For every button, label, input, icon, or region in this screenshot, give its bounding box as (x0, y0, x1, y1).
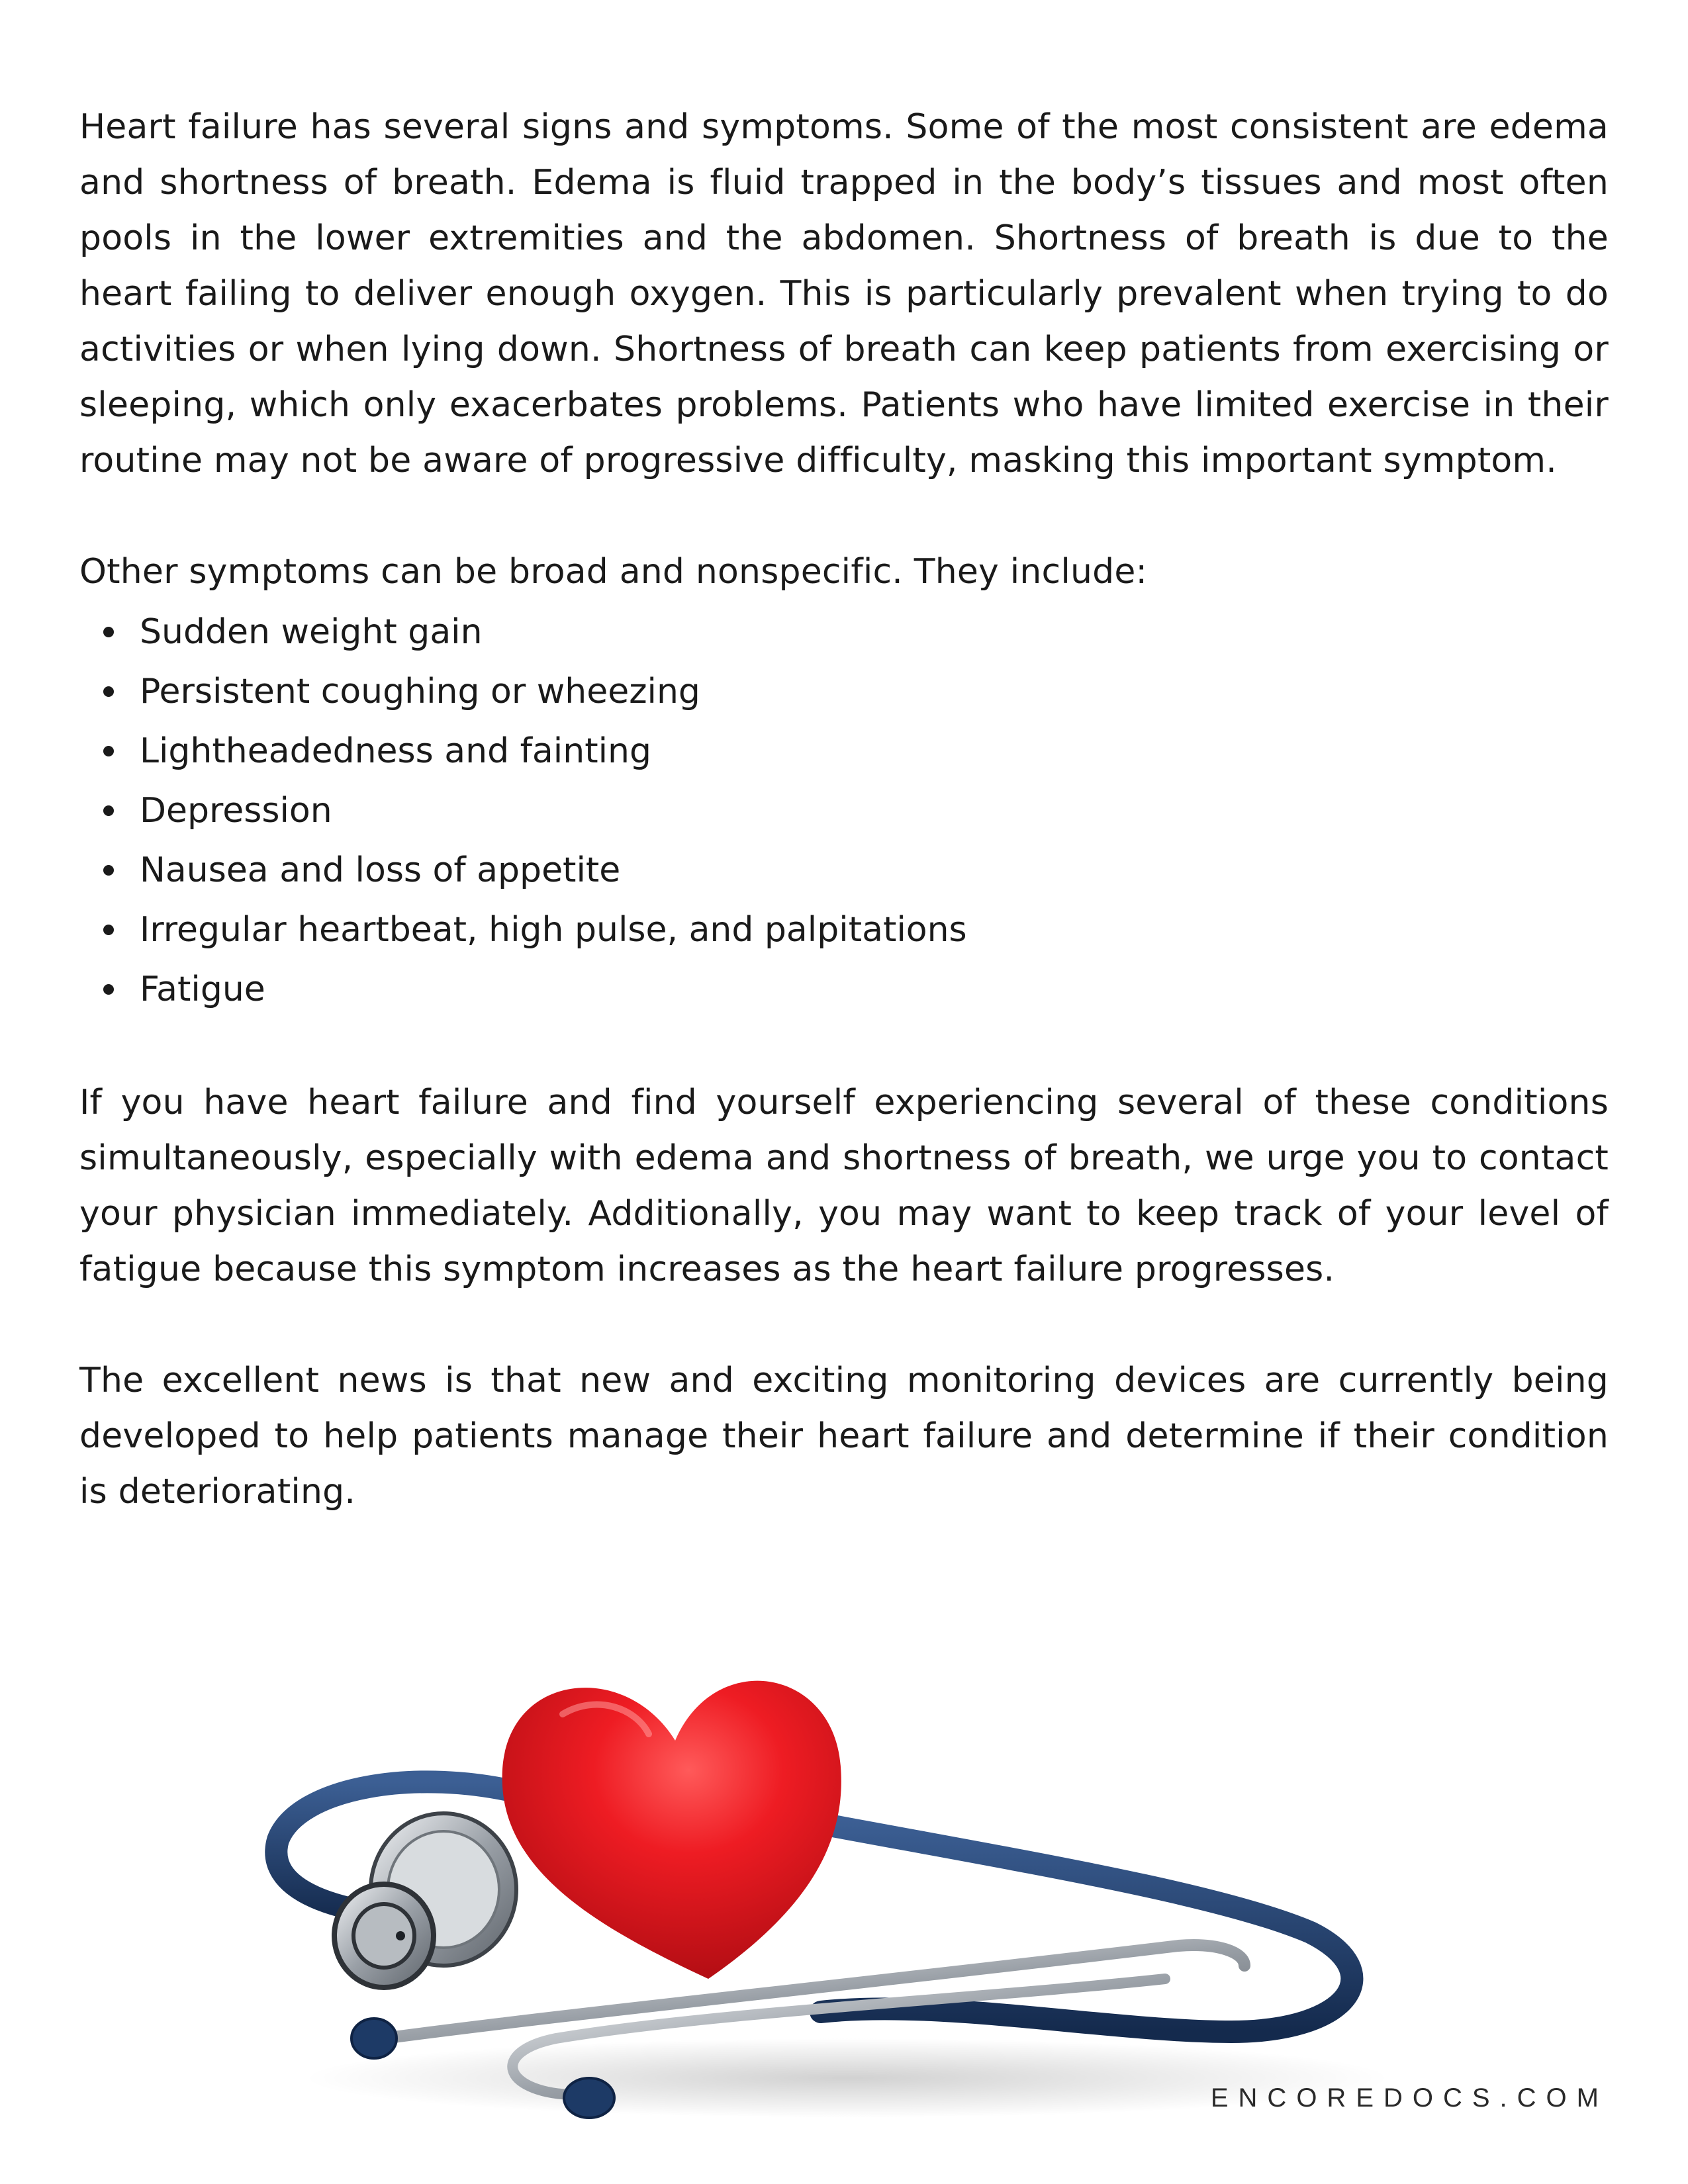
closing-paragraph: The excellent news is that new and exciting monitoring devices are currently being developed to help patients manage their heart failure and determine if their condition is deteriorating. (79, 1361, 1609, 1512)
list-item (79, 900, 1609, 960)
bullet-icon (103, 984, 114, 995)
bullet-icon (103, 925, 114, 935)
bullet-icon (103, 686, 114, 697)
symptom-list-lead: Other symptoms can be broad and nonspecific. They include: (79, 552, 1148, 592)
bullet-icon (103, 746, 114, 756)
list-item-text: Persistent coughing or wheezing (140, 672, 700, 711)
list-item (79, 662, 1609, 721)
bullet-icon (103, 865, 114, 876)
list-item-text: Lightheadedness and fainting (140, 731, 651, 771)
list-item (79, 721, 1609, 781)
intro-paragraph: Heart failure has several signs and symptoms. Some of the most consistent are edema and shortness of breath. Edema is fluid trapped in the body’s tissues and most often pools in the lower extremities and the abdomen. Shortness of breath is due to the heart failing to deliver enough oxygen. This is particularly prevalent when trying to do activities or when lying down. Shortness of breath can keep patients from exercising or sleeping, which only exacerbates problems. Patients who have limited exercise in their routine may not be aware of progressive difficulty, masking this important symptom. (79, 107, 1609, 480)
warning-paragraph: If you have heart failure and find yourself experiencing several of these conditions simultaneously, especially with edema and shortness of breath, we urge you to contact your physician immediately. Additionally, you may want to keep track of your level of fatigue because this symptom increases as the heart failure progresses. (79, 1083, 1609, 1289)
footer-brand: ENCOREDOCS.COM (1210, 2083, 1609, 2113)
bell-hole (396, 1931, 405, 1940)
red-heart-icon (502, 1681, 841, 1979)
document-body (79, 99, 1609, 1520)
list-item-text: Sudden weight gain (140, 612, 483, 652)
symptom-list (79, 602, 1609, 1019)
heart-stethoscope-illustration (252, 1575, 1417, 2124)
list-item-text: Depression (140, 791, 332, 831)
bullet-icon (103, 627, 114, 637)
list-item (79, 841, 1609, 900)
list-item (79, 781, 1609, 841)
bullet-icon (103, 805, 114, 816)
list-item (79, 602, 1609, 662)
list-item-text: Fatigue (140, 970, 265, 1009)
list-item (79, 960, 1609, 1019)
ear-tip-icon (352, 2019, 397, 2058)
bell-inner (353, 1904, 414, 1968)
ear-tip-icon (564, 2078, 614, 2118)
list-item-text: Nausea and loss of appetite (140, 850, 621, 890)
list-item-text: Irregular heartbeat, high pulse, and palpitations (140, 910, 967, 950)
